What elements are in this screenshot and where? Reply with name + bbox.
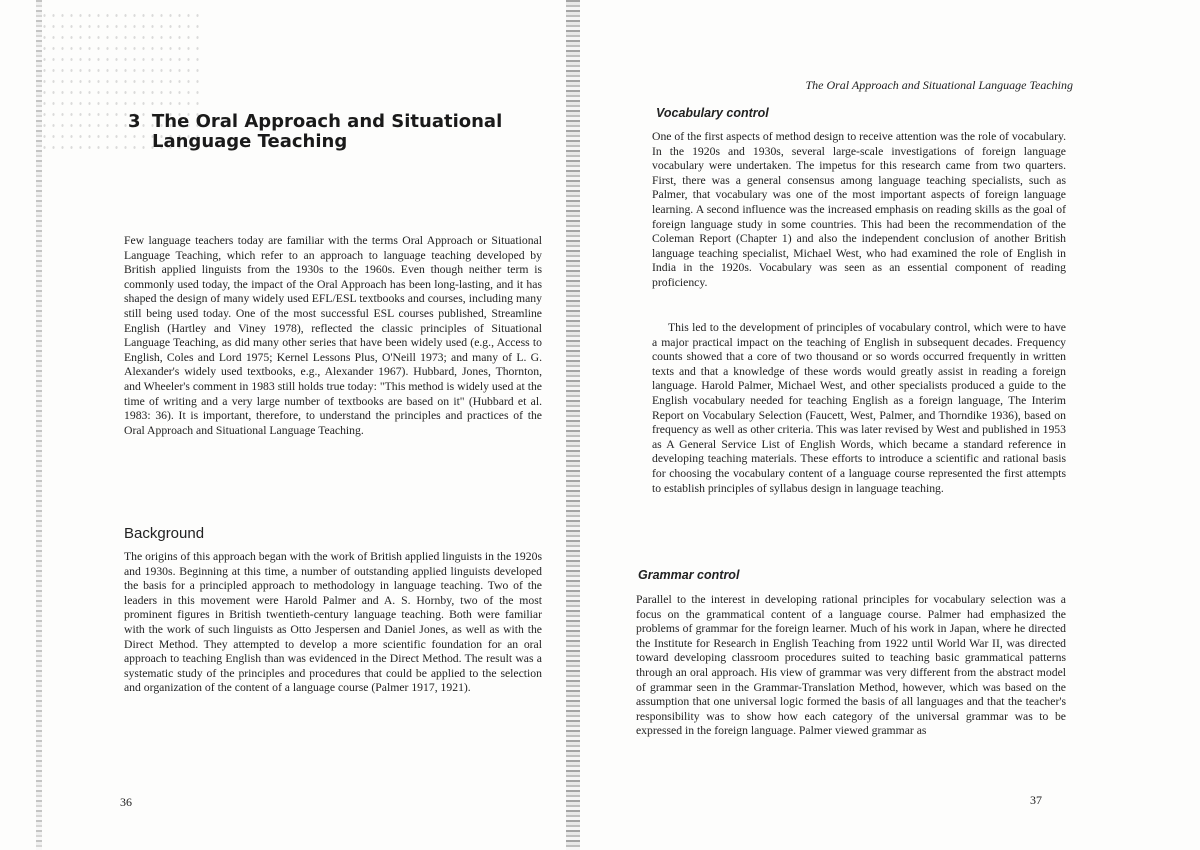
- chapter-title: [128, 112, 548, 152]
- page-number-right: 37: [1030, 793, 1042, 807]
- chapter-title-line-2: Language Teaching: [152, 131, 348, 152]
- chapter-number: 3: [128, 111, 141, 132]
- vocabulary-paragraph-2: This led to the development of principles of vocabulary control, which were to have a major practical impact on the teaching of English in subsequent decades. Frequency counts showed that a core of two thousand or so words occurred frequently in written texts and that a knowledge of these words would greatly assist in reading a foreign language. Harold Palmer, Michael West, and other specialists produced a guide to the English vocabulary needed for teaching English as a foreign language, The Interim Report on Vocabulary Selection (Faucett, West, Palmer, and Thorndike 1936), based on frequency as well as other criteria. This was later revised by West and published in 1953 as A General Service List of English Words, which became a standard reference in developing teaching materials. These efforts to introduce a scientific and rational basis for choosing the vocabulary content of a language course represented the first attempts to establish principles of syllabus design in language teaching.: [652, 321, 1066, 495]
- chapter-title-line-1: The Oral Approach and Situational: [152, 111, 503, 132]
- vocabulary-control-heading: Vocabulary control: [656, 106, 769, 120]
- intro-paragraph: Few language teachers today are familiar with the terms Oral Approach or Situational Language Teaching, which refer to an approach to language teaching developed by British applied linguists from the 1930s to the 1960s. Even though neither term is commonly used today, the impact of the Oral Approach has been long-lasting, and it has shaped the design of many widely used EFL/ESL textbooks and courses, including many still being used today. One of the most successful ESL courses published, Streamline English (Hartley and Viney 1978), reflected the classic principles of Situational Language Teaching, as did many other series that have been widely used (e.g., Access to English, Coles and Lord 1975; Kernel Lessons Plus, O'Neill 1973; and many of L. G. Alexander's widely used textbooks, e.g., Alexander 1967). Hubbard, Jones, Thornton, and Wheeler's comment in 1983 still holds true today: "This method is widely used at the time of writing and a very large number of textbooks are based on it" (Hubbard et al. 1983: 36). It is important, therefore, to understand the principles and practices of the Oral Approach and Situational Language Teaching.: [124, 234, 542, 437]
- right-page: [580, 0, 1200, 850]
- background-paragraph: The origins of this approach began with the work of British applied linguists in the 1920s and 1930s. Beginning at this time, a number of outstanding applied linguists developed the basis for a principled approach to methodology in language teaching. Two of the leaders in this movement were Harold Palmer and A. S. Hornby, two of the most prominent figures in British twentieth-century language teaching. Both were familiar with the work of such linguists as Otto Jespersen and Daniel Jones, as well as with the Direct Method. They attempted to develop a more scientific foundation for an oral approach to teaching English than was evidenced in the Direct Method. The result was a systematic study of the principles and procedures that could be applied to the selection and organization of the content of a language course (Palmer 1917, 1921).: [124, 550, 542, 695]
- grammar-control-heading: Grammar control: [638, 568, 740, 582]
- left-page: [0, 0, 580, 850]
- grammar-paragraph: Parallel to the interest in developing rational principles for vocabulary selection was a focus on the grammatical content of a language course. Palmer had emphasized the problems of grammar for the foreign learner. Much of his work in Japan, where he directed the Institute for Research in English Teaching from 1922 until World War II, was directed toward developing classroom procedures suited to teaching basic grammatical patterns through an oral approach. His view of grammar was very different from the abstract model of grammar seen in the Grammar-Translation Method, however, which was based on the assumption that one universal logic formed the basis of all languages and that the teacher's responsibility was to show how each category of the universal grammar was to be expressed in the foreign language. Palmer viewed grammar as: [636, 593, 1066, 738]
- running-head: The Oral Approach and Situational Language Teaching: [805, 78, 1073, 92]
- background-heading: Background: [124, 525, 205, 542]
- page-number-left: 36: [120, 795, 132, 809]
- scan-edge: [36, 0, 42, 850]
- vocabulary-paragraph-1: One of the first aspects of method design to receive attention was the role of vocabulary. In the 1920s and 1930s, several large-scale investigations of foreign language vocabulary were undertaken. The impetus for this research came from two quarters. First, there was a general consensus among language teaching specialists, such as Palmer, that vocabulary was one of the most important aspects of foreign language learning. A second influence was the increased emphasis on reading skills as the goal of foreign language study in some countries. This had been the recommendation of the Coleman Report (Chapter 1) and also the independent conclusion of another British language teaching specialist, Michael West, who had examined the role of English in India in the 1920s. Vocabulary was seen as an essential component of reading proficiency.: [652, 130, 1066, 289]
